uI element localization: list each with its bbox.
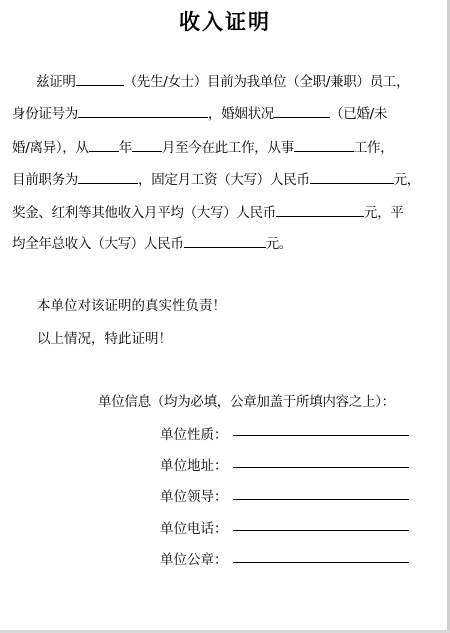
text-divorced-from: 婚/离异），从 — [12, 140, 89, 156]
text-employee: （先生/女士）目前为我单位（全职/兼职）员工， — [123, 74, 410, 90]
paragraph-line-5 — [12, 201, 440, 221]
text-marital: ，婚姻状况 — [208, 106, 274, 122]
blank-position[interactable] — [78, 171, 138, 184]
field-input-leader[interactable] — [233, 485, 409, 500]
text-work: 工作， — [353, 140, 394, 156]
closing-responsibility: 本单位对该证明的真实性负责！ — [37, 298, 226, 314]
document-title: 收入证明 — [179, 10, 271, 34]
unit-info-heading: 单位信息（均为必填，公章加盖于所填内容之上）： — [98, 394, 395, 410]
blank-year[interactable] — [89, 139, 119, 152]
field-input-phone[interactable] — [233, 516, 409, 531]
field-label-nature: 单位性质： — [160, 427, 228, 443]
blank-work-type[interactable] — [294, 139, 354, 152]
field-label-seal: 单位公章： — [160, 552, 228, 568]
text-annual-income: 均全年总收入（大写）人民币 — [12, 236, 184, 252]
paragraph-line-1 — [12, 70, 440, 90]
field-input-nature[interactable] — [233, 421, 409, 436]
text-yuan-3: 元。 — [265, 236, 293, 252]
text-married: （已婚/未 — [330, 106, 388, 122]
field-label-leader: 单位领导： — [160, 489, 228, 505]
text-yuan-2: 元，平 — [364, 205, 404, 221]
field-label-address: 单位地址： — [160, 458, 228, 474]
text-id-number: 身份证号为 — [12, 106, 78, 122]
closing-certify: 以上情况，特此证明！ — [37, 331, 172, 347]
text-certify: 兹证明 — [36, 74, 76, 90]
blank-name[interactable] — [76, 73, 124, 86]
text-position: 目前职务为 — [12, 172, 78, 188]
paragraph-line-6 — [12, 232, 440, 252]
blank-id-number[interactable] — [78, 105, 208, 118]
field-input-seal[interactable] — [233, 548, 409, 563]
blank-marital-status[interactable] — [274, 105, 330, 118]
text-monthly-salary: ，固定月工资（大写）人民币 — [138, 172, 310, 188]
paragraph-line-3 — [12, 136, 440, 156]
field-input-address[interactable] — [233, 453, 409, 468]
paragraph-line-4 — [12, 168, 440, 188]
blank-annual-income[interactable] — [184, 235, 266, 248]
text-bonus: 奖金、红利等其他收入月平均（大写）人民币 — [12, 205, 276, 221]
text-year: 年 — [118, 140, 132, 156]
blank-bonus[interactable] — [276, 204, 364, 217]
field-label-phone: 单位电话： — [160, 521, 228, 537]
blank-month[interactable] — [132, 139, 162, 152]
blank-monthly-salary[interactable] — [310, 171, 394, 184]
paragraph-line-2 — [12, 102, 440, 122]
text-engaged-in: 月至今在此工作，从事 — [161, 140, 294, 156]
text-yuan-1: 元， — [393, 172, 421, 188]
